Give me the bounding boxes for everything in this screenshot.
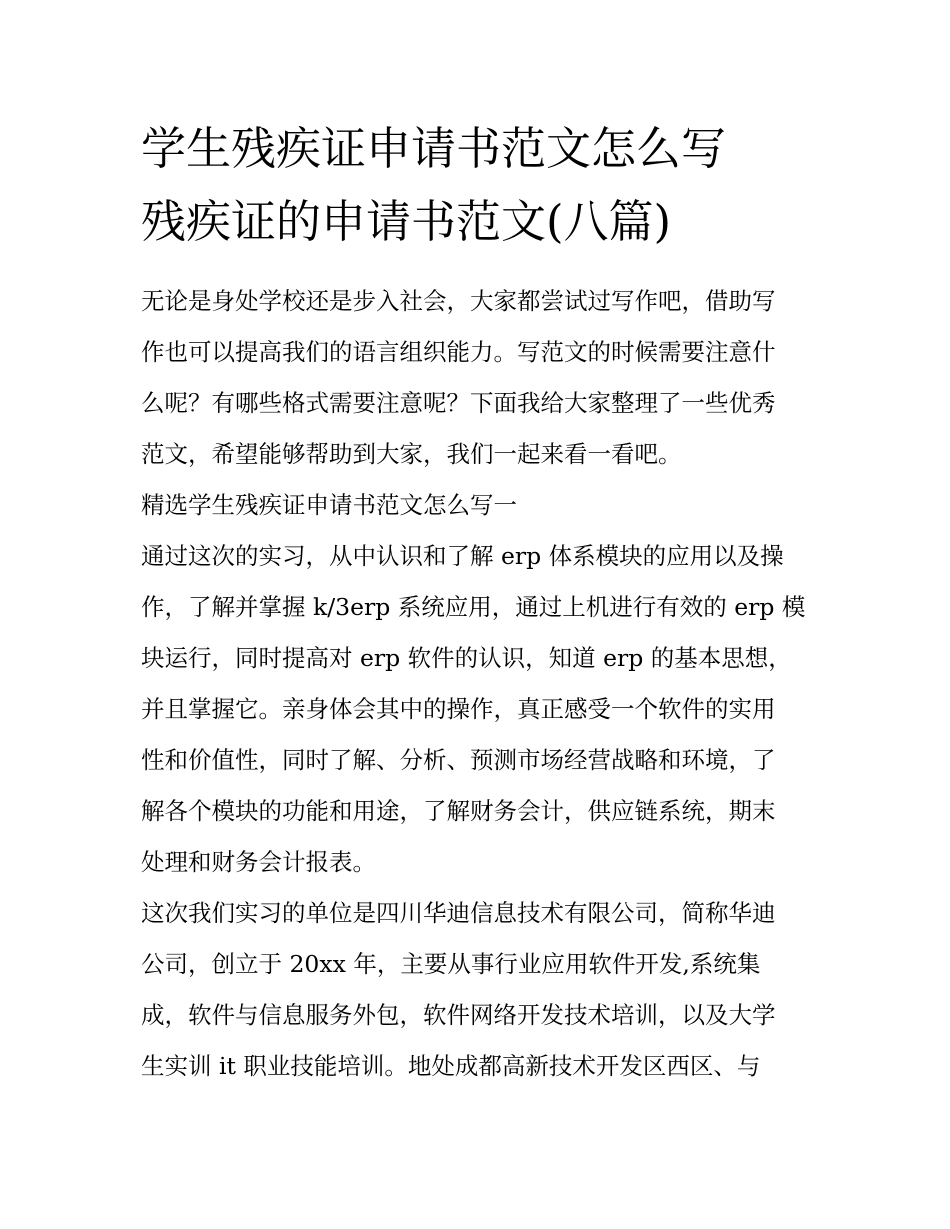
- body-line: 公司，创立于 20xx 年，主要从事行业应用软件开发,系统集: [141, 950, 761, 978]
- document-body: [141, 281, 821, 1097]
- body-line: 生实训 it 职业技能培训。地处成都高新技术开发区西区、与: [141, 1052, 761, 1080]
- body-line: 解各个模块的功能和用途，了解财务会计，供应链系统，期末: [141, 797, 776, 825]
- body-line: 成，软件与信息服务外包，软件网络开发技术培训，以及大学: [141, 1001, 776, 1029]
- body-line: 无论是身处学校还是步入社会，大家都尝试过写作吧，借助写: [141, 287, 776, 315]
- body-line: 性和价值性，同时了解、分析、预测市场经营战略和环境，了: [141, 746, 776, 774]
- body-line: 范文，希望能够帮助到大家，我们一起来看一看吧。: [141, 440, 682, 468]
- body-line: 作，了解并掌握 k/3erp 系统应用，通过上机进行有效的 erp 模: [141, 593, 806, 621]
- body-line: 处理和财务会计报表。: [141, 848, 376, 876]
- body-line: 通过这次的实习，从中认识和了解 erp 体系模块的应用以及操: [141, 542, 784, 570]
- section-heading: 精选学生残疾证申请书范文怎么写一: [141, 491, 517, 519]
- document-title: [141, 112, 821, 258]
- body-line: 块运行，同时提高对 erp 软件的认识，知道 erp 的基本思想，: [141, 644, 792, 672]
- body-line: 么呢？有哪些格式需要注意呢？下面我给大家整理了一些优秀: [141, 389, 776, 417]
- body-line: 并且掌握它。亲身体会其中的操作，真正感受一个软件的实用: [141, 695, 776, 723]
- body-line: 作也可以提高我们的语言组织能力。写范文的时候需要注意什: [141, 338, 776, 366]
- title-line: 残疾证的申请书范文(八篇): [141, 195, 672, 248]
- body-line: 这次我们实习的单位是四川华迪信息技术有限公司，简称华迪: [141, 899, 776, 927]
- title-line: 学生残疾证申请书范文怎么写: [141, 122, 727, 175]
